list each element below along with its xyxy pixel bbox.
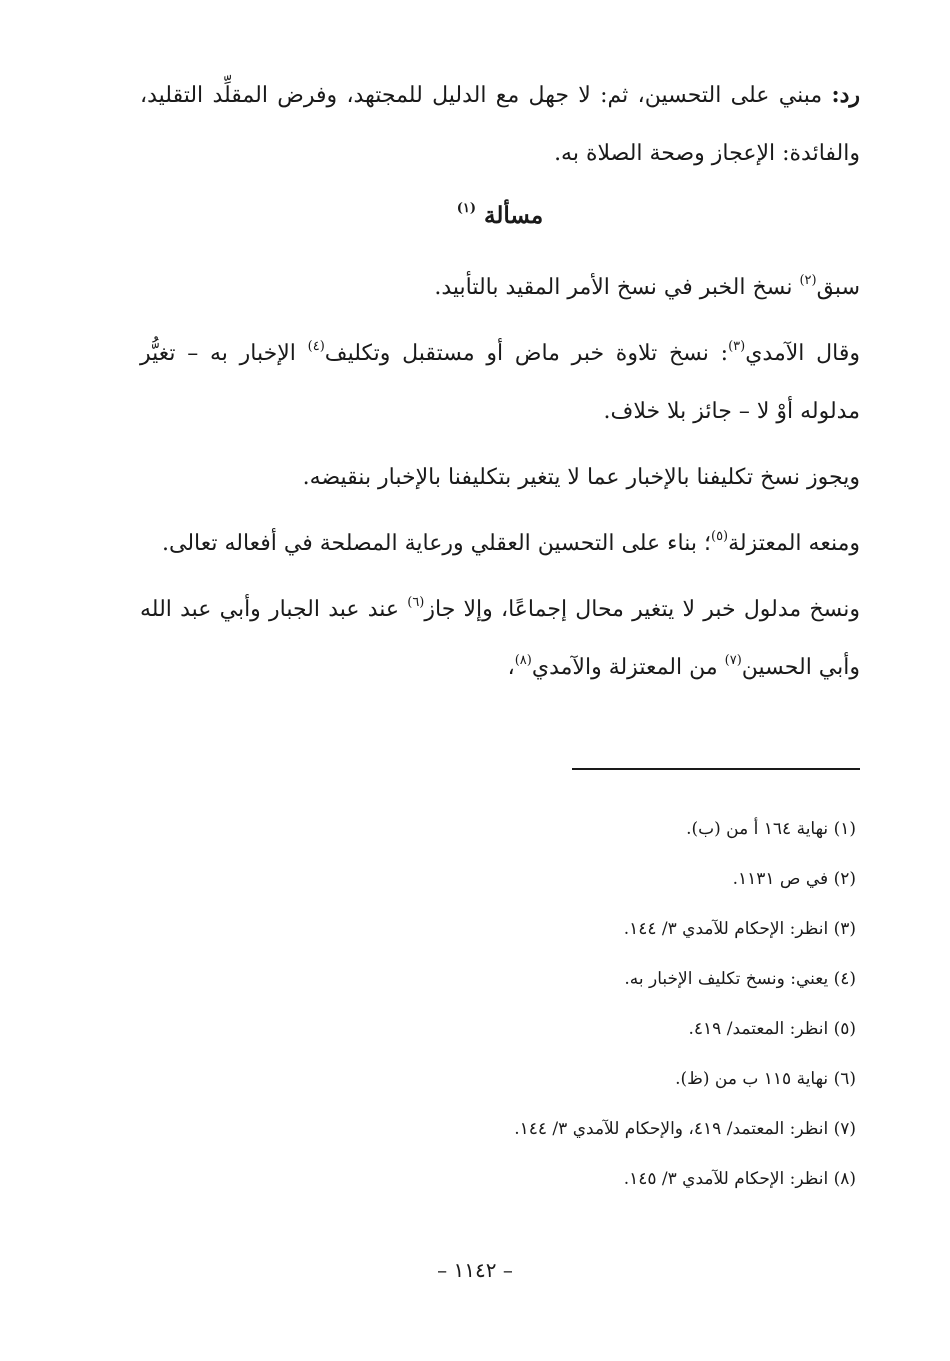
reply-lead-word: رد: [831, 82, 860, 108]
footnote-separator [572, 768, 860, 770]
footnote-ref-6: (٦) [407, 594, 425, 610]
footnote-ref-4: (٤) [307, 338, 325, 354]
paragraph-reply [140, 66, 860, 183]
footnote-8: (٨) انظر: الإحكام للآمدي ٣/ ١٤٥. [623, 1169, 856, 1189]
footnote-6: (٦) نهاية ١١٥ ب من (ظ). [675, 1069, 856, 1089]
text-run: ويجوز نسخ تكليفنا بالإخبار عما لا يتغير بتكليفنا بالإخبار بنقيضه. [302, 465, 860, 490]
text-run: ؛ بناء على التحسين العقلي ورعاية المصلحة في أفعاله تعالى. [161, 531, 711, 556]
text-run: وقال الآمدي [745, 341, 860, 366]
text-run: من المعتزلة والآمدي [531, 655, 725, 680]
footnote-ref-1: (١) [456, 201, 477, 217]
text-run: : نسخ تلاوة خبر ماض أو مستقبل وتكليف [324, 341, 729, 366]
text-run: الإخبار به – تغيُّر مدلوله أوْ لا – جائز بلا خلاف. [140, 341, 860, 424]
paragraph-amidi [140, 325, 860, 441]
footnote-ref-8: (٨) [514, 652, 532, 668]
paragraph-permissible [140, 449, 860, 507]
section-heading [140, 187, 860, 245]
text-run: ، [507, 655, 515, 680]
footnote-ref-3: (٣) [728, 338, 746, 354]
footnotes [256, 804, 856, 1204]
footnote-1: (١) نهاية ١٦٤ أ من (ب). [686, 819, 856, 839]
footnote-7: (٧) انظر: المعتمد/ ٤١٩، والإحكام للآمدي ٣/ ١٤٤. [514, 1119, 856, 1139]
footnote-5: (٥) انظر: المعتمد/ ٤١٩. [688, 1019, 856, 1039]
text-run: سبق [816, 275, 860, 300]
footnote-ref-2: (٢) [799, 272, 817, 288]
footnote-4: (٤) يعني: ونسخ تكليف الإخبار به. [624, 969, 856, 989]
footnote-ref-7: (٧) [724, 652, 742, 668]
paragraph-abrogation [140, 581, 860, 697]
footnote-3: (٣) انظر: الإحكام للآمدي ٣/ ١٤٤. [623, 919, 856, 939]
text-run: ومنعه المعتزلة [728, 531, 860, 556]
heading-text: مسألة [476, 202, 544, 229]
main-text [140, 66, 860, 705]
footnote-2: (٢) في ص ١١٣١. [732, 869, 856, 889]
text-run: نسخ الخبر في نسخ الأمر المقيد بالتأبيد. [434, 275, 800, 300]
text-run: ونسخ مدلول خبر لا يتغير محال إجماعًا، وإلا جاز [424, 597, 860, 622]
paragraph-preceded [140, 259, 860, 317]
footnote-ref-5: (٥) [710, 528, 729, 544]
reply-text: مبني على التحسين، ثم: لا جهل مع الدليل للمجتهد، وفرض المقلِّد التقليد، والفائدة: الإعجاز وصحة الصلاة به. [140, 83, 860, 166]
page-number: – ١١٤٢ – [437, 1258, 513, 1282]
paragraph-mutazila [140, 515, 860, 573]
text-run: عند عبد الجبار وأبي عبد الله وأبي الحسين [140, 597, 860, 680]
